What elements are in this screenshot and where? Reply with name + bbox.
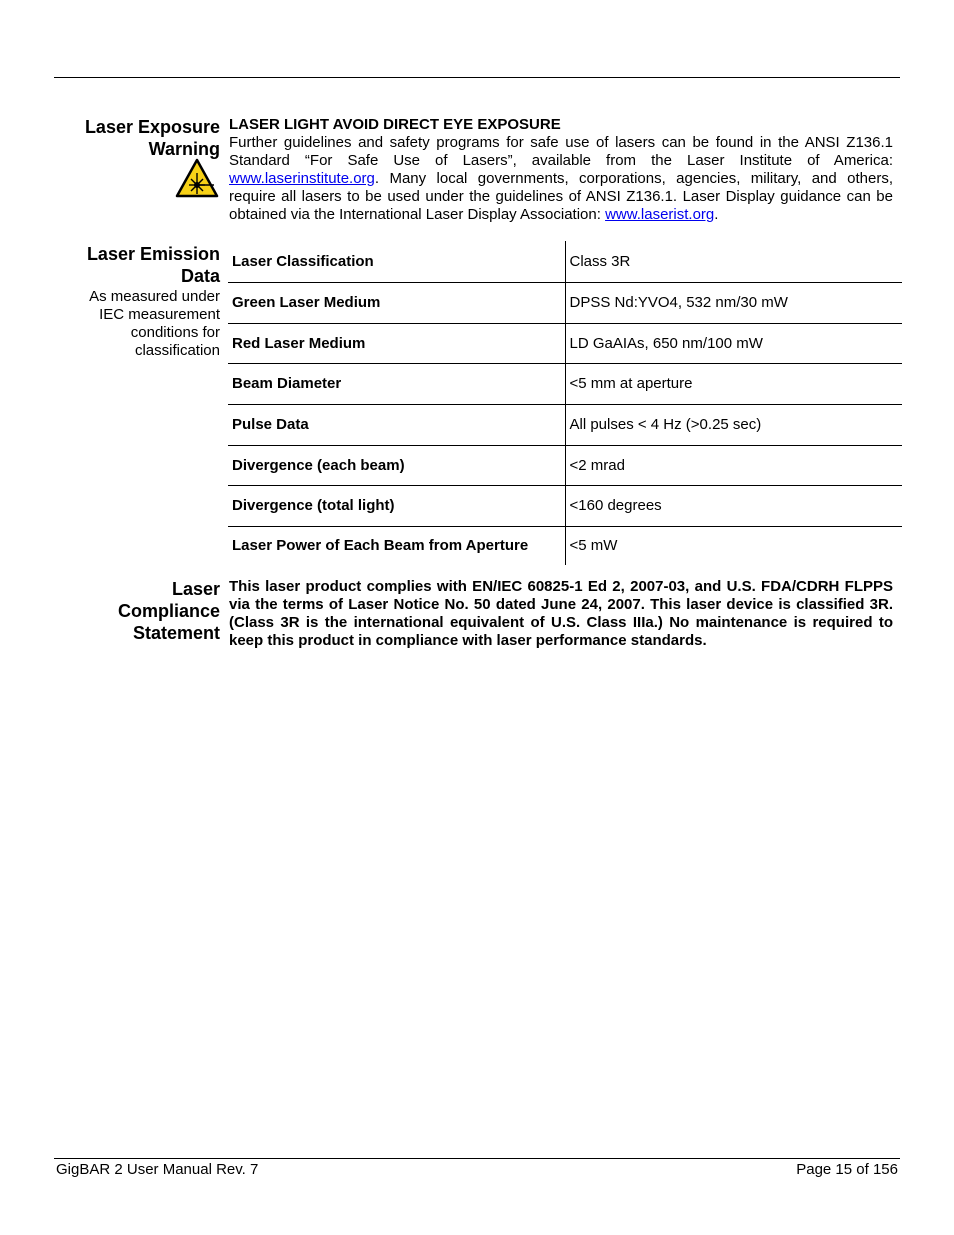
row-value: Class 3R [569,252,631,270]
footer-rule [54,1158,900,1159]
table-row [228,445,902,485]
row-label: Divergence (each beam) [228,445,565,485]
row-value: <5 mm at aperture [569,375,693,392]
row-value: All pulses < 4 Hz (>0.25 sec) [569,416,762,433]
emission-title-line2: Data [180,266,220,286]
row-label: Pulse Data [228,404,565,445]
table-row [228,526,902,565]
table-row [228,363,902,404]
row-label: Divergence (total light) [228,485,565,526]
emission-data-table [228,241,902,565]
compliance-title-line1: Laser [171,579,220,599]
table-row [228,485,902,526]
exposure-paragraph [229,134,893,224]
row-label: Beam Diameter [228,363,565,404]
header-rule [54,77,900,78]
row-label: Laser Power of Each Beam from Aperture [228,526,565,565]
row-label: Laser Classification [228,241,565,282]
exposure-text-3: . [714,206,719,223]
table-row [228,282,902,323]
emission-section-title [40,243,220,287]
emission-note-line4: classification [134,342,220,359]
laserist-link[interactable]: www.laserist.org [605,206,715,223]
compliance-section-title [40,578,220,644]
row-value: LD GaAIAs, 650 nm/100 mW [569,334,763,352]
row-value: <160 degrees [569,497,662,514]
row-value: <5 mW [569,537,618,555]
emission-title-line1: Laser Emission [86,244,220,264]
emission-note [40,288,220,360]
row-value: <2 mrad [569,456,625,474]
footer-manual-title: GigBAR 2 User Manual Rev. 7 [56,1161,259,1178]
laser-warning-icon [175,158,219,198]
row-label: Red Laser Medium [228,323,565,363]
row-value: DPSS Nd:YVO4, 532 nm/30 mW [569,294,788,311]
exposure-title-line2: Warning [148,139,220,159]
row-label: Green Laser Medium [228,282,565,323]
exposure-body [229,116,893,224]
exposure-title-line1: Laser Exposure [84,117,220,137]
compliance-title-line3: Statement [132,623,220,643]
table-row [228,323,902,363]
exposure-text-1: Further guidelines and safety programs for safe use of lasers can be found in the ANSI Z136.1 Standard “For Safe Use of Lasers”, available from the Laser Institute of America: [229,134,893,169]
emission-note-line1: As measured under [89,288,220,305]
exposure-text-2: . Many local governments, corporations, agencies, military, and others, require all lasers to be used under the guidelines of ANSI Z136.1. Laser Display guidance can be obtained via the International Laser Display Association: [229,170,893,223]
footer-page-number: Page 15 of 156 [796,1161,898,1178]
compliance-title-line2: Compliance [117,601,220,621]
laserinstitute-link[interactable]: www.laserinstitute.org [229,170,375,187]
table-row [228,404,902,445]
exposure-section-title [40,116,220,160]
table-row [228,241,902,282]
emission-note-line3: conditions for [130,324,220,341]
exposure-heading: LASER LIGHT AVOID DIRECT EYE EXPOSURE [229,116,561,133]
compliance-statement: This laser product complies with EN/IEC 60825-1 Ed 2, 2007-03, and U.S. FDA/CDRH FLPPS via the terms of Laser Notice No. 50 dated June 24, 2007. This laser device is classified 3R. (Class 3R is the international equivalent of U.S. Class IIIa.) No maintenance is required to keep this product in compliance with laser performance standards. [229,578,893,649]
emission-note-line2: IEC measurement [99,306,220,323]
